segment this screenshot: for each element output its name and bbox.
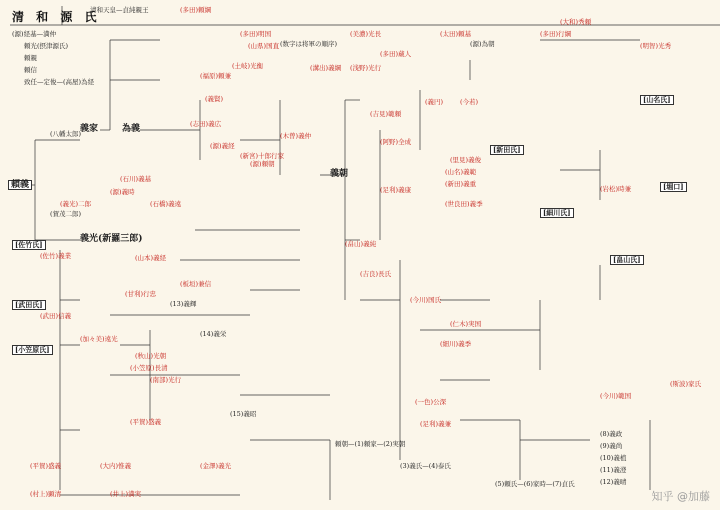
node: (大和)秀頼 <box>560 18 592 26</box>
node: (武田)信義 <box>40 312 72 320</box>
node: (今若) <box>460 98 479 106</box>
node: (9)義尚 <box>600 442 623 450</box>
node: (8)義政 <box>600 430 623 438</box>
node: (12)義晴 <box>600 478 627 486</box>
node: (数字は将軍の順序) <box>280 40 338 48</box>
node: (斯波)家氏 <box>670 380 702 388</box>
node: [新田氏] <box>490 145 524 155</box>
node: (明智)光秀 <box>640 42 672 50</box>
node: [小笠原氏] <box>12 345 53 355</box>
node: [佐竹氏] <box>12 240 46 250</box>
node: (里見)義俊 <box>450 156 482 164</box>
node: (賀茂二郎) <box>50 210 82 218</box>
node: (義光)二郎 <box>60 200 92 208</box>
node: (八幡太郎) <box>50 130 82 138</box>
node: (平賀)盛義 <box>130 418 162 426</box>
node: (源)義経 <box>210 142 235 150</box>
node: (山県)国直 <box>248 42 280 50</box>
node: (甘利)行忠 <box>125 290 157 298</box>
node: 為義 <box>122 124 141 134</box>
node: (多田)蔵人 <box>380 50 412 58</box>
node: [武田氏] <box>12 300 46 310</box>
node: (新宮)十郎行家 <box>240 152 285 160</box>
node: (畠山)義純 <box>345 240 377 248</box>
node: (5)頼氏—(6)家時—(7)貞氏 <box>495 480 575 488</box>
node: (新田)義重 <box>445 180 477 188</box>
node: (源)頼朝 <box>250 160 275 168</box>
node: (吉良)長氏 <box>360 270 392 278</box>
node: 致任—定俊—(高屋)為経 <box>24 78 95 86</box>
node: (13)義輝 <box>170 300 197 308</box>
node: (仁木)実国 <box>450 320 482 328</box>
node: (細川)義季 <box>440 340 472 348</box>
node: (井上)満実 <box>110 490 142 498</box>
node: (佐竹)義業 <box>40 252 72 260</box>
node: (10)義植 <box>600 454 627 462</box>
chart-title: 清 和 源 氏 <box>12 10 101 24</box>
node: (平賀)盛義 <box>30 462 62 470</box>
node: (小笠原)長清 <box>130 364 168 372</box>
node: 頼親 <box>24 54 37 62</box>
node: [細川氏] <box>540 208 574 218</box>
node: (阿野)全成 <box>380 138 412 146</box>
node: (一色)公深 <box>415 398 447 406</box>
node: (多田)明国 <box>240 30 272 38</box>
node: (南部)光行 <box>150 376 182 384</box>
node: (石橋)義遠 <box>150 200 182 208</box>
node: (加々美)遠光 <box>80 335 118 343</box>
node: (石川)義基 <box>120 175 152 183</box>
node: (源)経基—満仲 <box>12 30 57 38</box>
watermark: 知乎 @加藤 <box>651 490 710 503</box>
node: [畠山氏] <box>610 255 644 265</box>
node: (美濃)光長 <box>350 30 382 38</box>
node: (山本)義経 <box>135 254 167 262</box>
node: 義光(新羅三郎) <box>80 234 143 244</box>
node: (足利)義康 <box>380 186 412 194</box>
node: (秋山)光朝 <box>135 352 167 360</box>
node: (14)義栄 <box>200 330 227 338</box>
node: (溝出)義綱 <box>310 64 342 72</box>
node: (源)為朝 <box>470 40 495 48</box>
node: (今川)範国 <box>600 392 632 400</box>
node: 頼信 <box>24 66 37 74</box>
node: (板垣)兼信 <box>180 280 212 288</box>
node: (浅野)光行 <box>350 64 382 72</box>
node: (源)義時 <box>110 188 135 196</box>
node: [堀口] <box>660 182 687 192</box>
node: (義賢) <box>205 95 224 103</box>
node: (金澤)義光 <box>200 462 232 470</box>
node: (岩松)時兼 <box>600 185 632 193</box>
node: (村上)顕清 <box>30 490 62 498</box>
node: (11)義澄 <box>600 466 627 474</box>
node: 清和天皇—貞純親王 <box>90 6 149 14</box>
node: (山名)義範 <box>445 168 477 176</box>
node: (大内)惟義 <box>100 462 132 470</box>
node: 頼光(摂津源氏) <box>24 42 69 50</box>
node: (世良田)義季 <box>445 200 483 208</box>
node: (足利)義兼 <box>420 420 452 428</box>
node: 義家 <box>80 124 99 134</box>
node: (太田)頼基 <box>440 30 472 38</box>
node: (福原)頼兼 <box>200 72 232 80</box>
node: (志田)義広 <box>190 120 222 128</box>
node: [山名氏] <box>640 95 674 105</box>
node: 頼朝—(1)頼家—(2)実朝 <box>335 440 406 448</box>
node: (土岐)光衡 <box>232 62 264 70</box>
node: 義朝 <box>330 169 349 179</box>
node: (多田)行綱 <box>540 30 572 38</box>
node: (多田)頼綱 <box>180 6 212 14</box>
node: (今川)国氏 <box>410 296 442 304</box>
node: (木曽)義仲 <box>280 132 312 140</box>
node: 頼義 <box>8 180 32 190</box>
node: (義円) <box>425 98 444 106</box>
node: (3)義氏—(4)泰氏 <box>400 462 451 470</box>
node: (15)義昭 <box>230 410 257 418</box>
node: (吉見)範頼 <box>370 110 402 118</box>
